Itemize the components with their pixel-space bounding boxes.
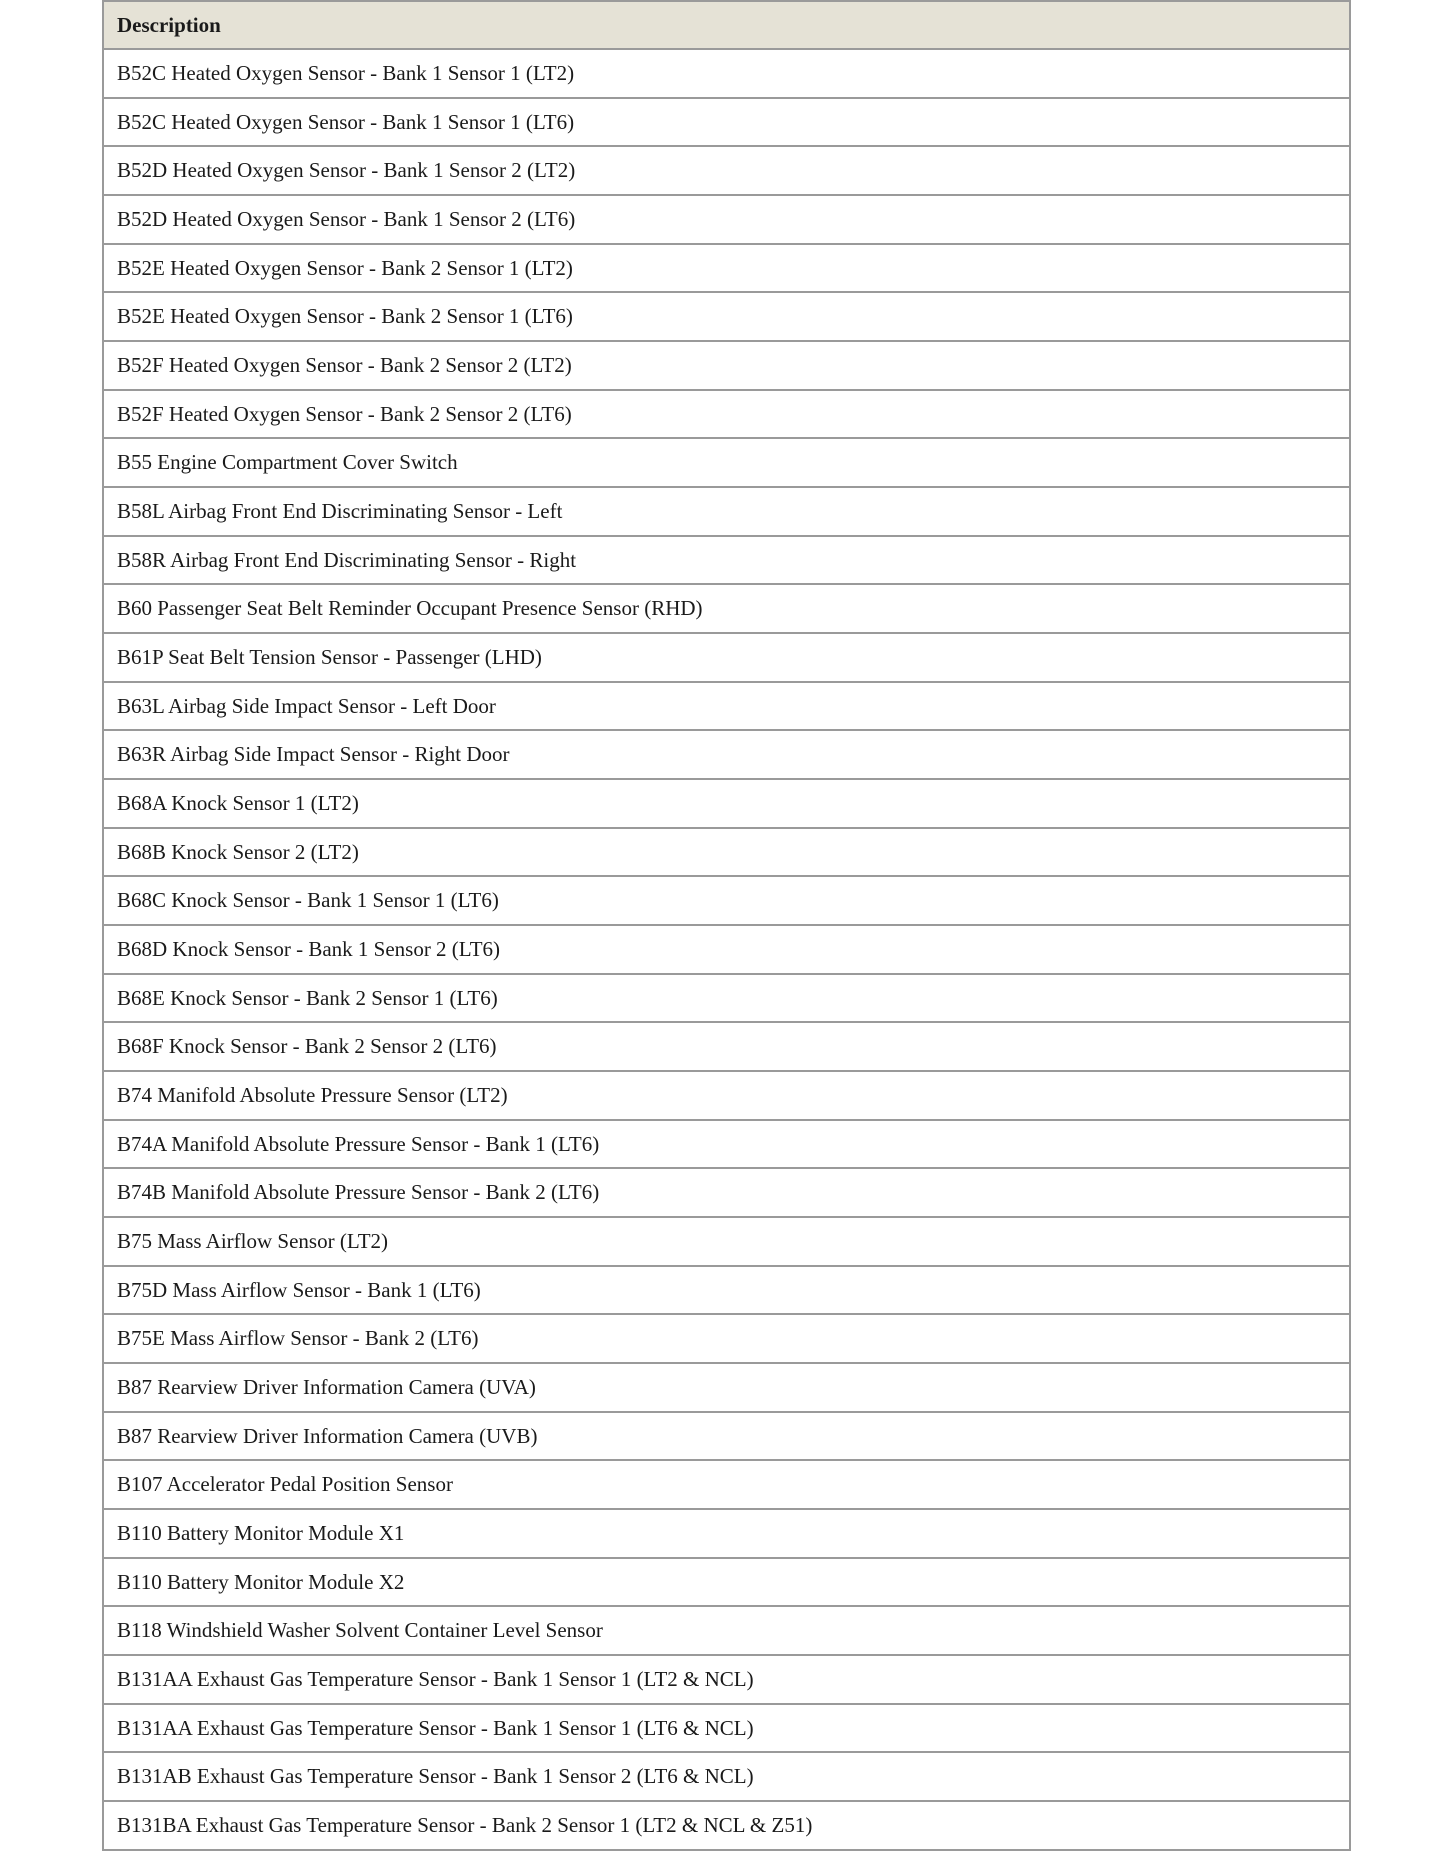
table-cell-description: B60 Passenger Seat Belt Reminder Occupant Presence Sensor (RHD) [103, 584, 1350, 633]
table-row [103, 1606, 1350, 1655]
table-cell-description: B110 Battery Monitor Module X1 [103, 1509, 1350, 1558]
table-cell-description: B131BA Exhaust Gas Temperature Sensor - Bank 2 Sensor 1 (LT2 & NCL & Z51) [103, 1801, 1350, 1850]
table-cell-description: B68B Knock Sensor 2 (LT2) [103, 828, 1350, 876]
table-row [103, 292, 1350, 341]
table-cell-description: B68D Knock Sensor - Bank 1 Sensor 2 (LT6) [103, 925, 1350, 974]
table-body [103, 49, 1350, 1850]
table-cell-description: B87 Rearview Driver Information Camera (UVB) [103, 1412, 1350, 1460]
table-row [103, 341, 1350, 390]
table-row [103, 390, 1350, 438]
table-cell-description: B75D Mass Airflow Sensor - Bank 1 (LT6) [103, 1266, 1350, 1314]
table-row [103, 1558, 1350, 1606]
table-row [103, 1120, 1350, 1168]
table-row [103, 1752, 1350, 1801]
table-row [103, 925, 1350, 974]
table-row [103, 1071, 1350, 1120]
table-row [103, 1460, 1350, 1509]
table-cell-description: B75 Mass Airflow Sensor (LT2) [103, 1217, 1350, 1266]
table-row [103, 1655, 1350, 1704]
table-row [103, 828, 1350, 876]
table-row [103, 98, 1350, 146]
table-row [103, 1266, 1350, 1314]
table-cell-description: B131AA Exhaust Gas Temperature Sensor - Bank 1 Sensor 1 (LT2 & NCL) [103, 1655, 1350, 1704]
table-row [103, 438, 1350, 487]
table-cell-description: B68C Knock Sensor - Bank 1 Sensor 1 (LT6) [103, 876, 1350, 925]
table-cell-description: B74B Manifold Absolute Pressure Sensor - Bank 2 (LT6) [103, 1168, 1350, 1217]
table-cell-description: B52E Heated Oxygen Sensor - Bank 2 Sensor 1 (LT6) [103, 292, 1350, 341]
table-cell-description: B118 Windshield Washer Solvent Container Level Sensor [103, 1606, 1350, 1655]
table-row [103, 1168, 1350, 1217]
table-header-row [103, 1, 1350, 49]
table-cell-description: B74A Manifold Absolute Pressure Sensor - Bank 1 (LT6) [103, 1120, 1350, 1168]
table-row [103, 876, 1350, 925]
table-row [103, 536, 1350, 584]
table-row [103, 146, 1350, 195]
table-row [103, 49, 1350, 98]
table-cell-description: B68A Knock Sensor 1 (LT2) [103, 779, 1350, 828]
column-header-description: Description [103, 1, 1350, 49]
description-table [102, 0, 1351, 1851]
table-cell-description: B61P Seat Belt Tension Sensor - Passenger (LHD) [103, 633, 1350, 682]
table-row [103, 1022, 1350, 1071]
table-row [103, 584, 1350, 633]
table-cell-description: B52C Heated Oxygen Sensor - Bank 1 Sensor 1 (LT2) [103, 49, 1350, 98]
table-row [103, 1704, 1350, 1752]
table-row [103, 1509, 1350, 1558]
description-table-container [102, 0, 1351, 1851]
table-cell-description: B55 Engine Compartment Cover Switch [103, 438, 1350, 487]
table-cell-description: B52D Heated Oxygen Sensor - Bank 1 Sensor 2 (LT6) [103, 195, 1350, 244]
table-row [103, 195, 1350, 244]
table-row [103, 1363, 1350, 1412]
table-cell-description: B52F Heated Oxygen Sensor - Bank 2 Sensor 2 (LT6) [103, 390, 1350, 438]
table-cell-description: B131AB Exhaust Gas Temperature Sensor - Bank 1 Sensor 2 (LT6 & NCL) [103, 1752, 1350, 1801]
table-cell-description: B110 Battery Monitor Module X2 [103, 1558, 1350, 1606]
table-row [103, 487, 1350, 536]
table-row [103, 730, 1350, 779]
table-cell-description: B52D Heated Oxygen Sensor - Bank 1 Sensor 2 (LT2) [103, 146, 1350, 195]
table-cell-description: B74 Manifold Absolute Pressure Sensor (LT2) [103, 1071, 1350, 1120]
table-cell-description: B58R Airbag Front End Discriminating Sensor - Right [103, 536, 1350, 584]
table-row [103, 682, 1350, 730]
table-cell-description: B52F Heated Oxygen Sensor - Bank 2 Sensor 2 (LT2) [103, 341, 1350, 390]
table-row [103, 779, 1350, 828]
table-cell-description: B75E Mass Airflow Sensor - Bank 2 (LT6) [103, 1314, 1350, 1363]
table-row [103, 1314, 1350, 1363]
table-row [103, 974, 1350, 1022]
table-row [103, 1217, 1350, 1266]
table-cell-description: B63L Airbag Side Impact Sensor - Left Door [103, 682, 1350, 730]
table-cell-description: B87 Rearview Driver Information Camera (UVA) [103, 1363, 1350, 1412]
table-cell-description: B52C Heated Oxygen Sensor - Bank 1 Sensor 1 (LT6) [103, 98, 1350, 146]
table-row [103, 244, 1350, 292]
table-cell-description: B107 Accelerator Pedal Position Sensor [103, 1460, 1350, 1509]
table-cell-description: B68E Knock Sensor - Bank 2 Sensor 1 (LT6) [103, 974, 1350, 1022]
table-cell-description: B63R Airbag Side Impact Sensor - Right Door [103, 730, 1350, 779]
table-cell-description: B52E Heated Oxygen Sensor - Bank 2 Sensor 1 (LT2) [103, 244, 1350, 292]
table-row [103, 633, 1350, 682]
table-row [103, 1412, 1350, 1460]
table-cell-description: B58L Airbag Front End Discriminating Sensor - Left [103, 487, 1350, 536]
table-cell-description: B68F Knock Sensor - Bank 2 Sensor 2 (LT6) [103, 1022, 1350, 1071]
table-cell-description: B131AA Exhaust Gas Temperature Sensor - Bank 1 Sensor 1 (LT6 & NCL) [103, 1704, 1350, 1752]
table-row [103, 1801, 1350, 1850]
